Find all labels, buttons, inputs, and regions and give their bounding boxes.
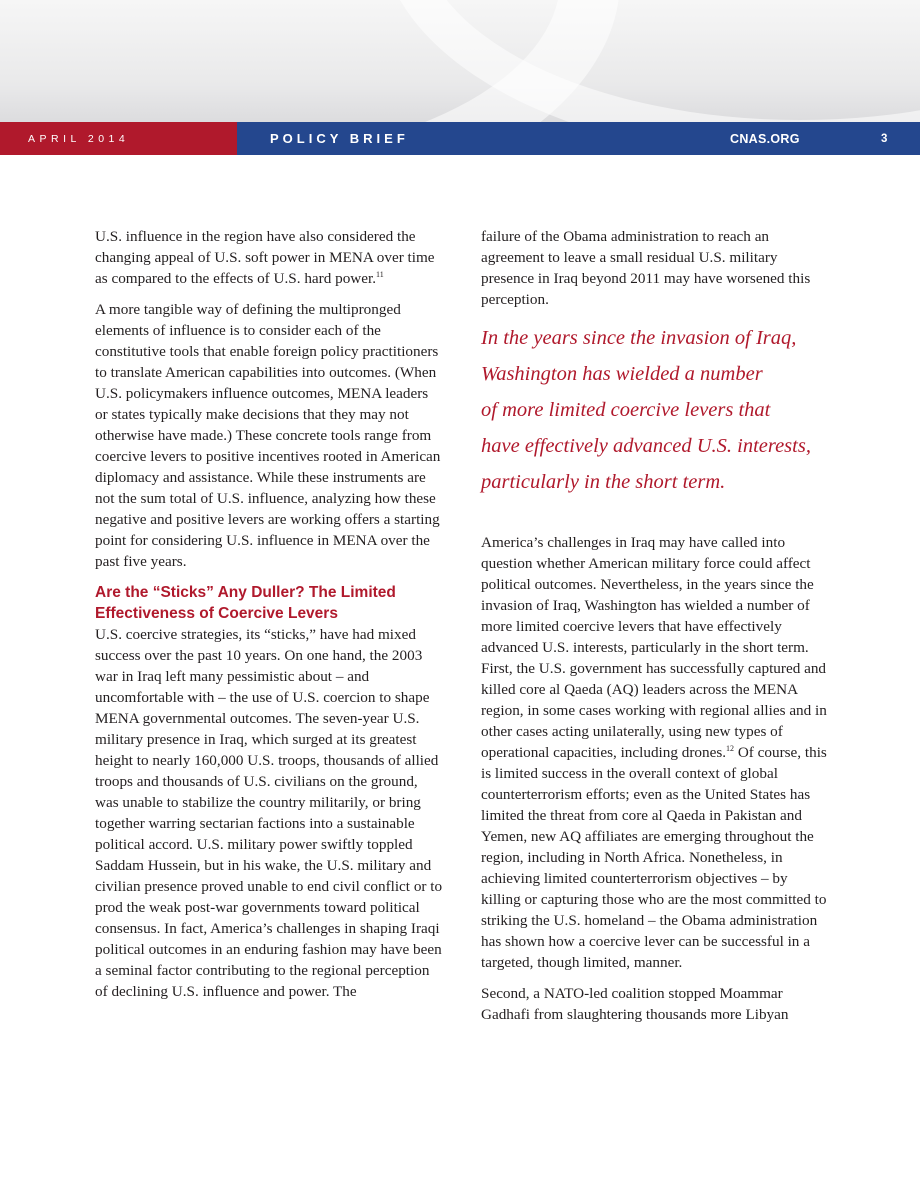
header-date-section (0, 122, 237, 155)
header-banner (0, 122, 920, 155)
footnote-ref[interactable]: 11 (376, 270, 384, 279)
paragraph: U.S. influence in the region have also considered the changing appeal of U.S. soft power in MENA over time as compared to the effects of U.S. hard power.$^{11}$ (95, 228, 435, 287)
paragraph: Second, a NATO-led coalition stopped Moammar Gadhafi from slaughtering thousands more Libyan (481, 985, 789, 1023)
pull-quote-line: Washington has wielded a number (481, 363, 763, 385)
paragraph: America’s challenges in Iraq may have called into question whether American military force could affect political outcomes. Nevertheless, in the years since the invasion of Iraq, Washington has wielded a number of more limited coercive levers that have effectively advanced U.S. interests, particularly in the short term. First, the U.S. government has successfully captured and killed core al Qaeda (AQ) leaders across the MENA region, in some cases working with regional allies and in other cases acting unilaterally, using new types of operational capacities, including drones.$^{12}$ Of course, this is limited success in the overall context of global counterterrorism efforts; even as the United States has limited the threat from core al Qaeda in Pakistan and Yemen, new AQ affiliates are emerging throughout the region, including in North Africa. Nonetheless, in achieving limited counterterrorism objectives – by killing or capturing those who are the most committed to striking the U.S. homeland – the Obama administration has shown how a coercive lever can be successful in a targeted, though limited, manner. (481, 534, 827, 971)
paragraph: A more tangible way of defining the multipronged elements of influence is to consider each of the constitutive tools that enable foreign policy practitioners to translate American capabilities into outcomes. (When U.S. policymakers influence outcomes, MENA leaders or states typically make decisions that they may not otherwise have made.) These concrete tools range from coercive levers to positive incentives rooted in American diplomacy and assistance. While these instruments are not the sum total of U.S. influence, analyzing how these negative and positive levers are working offers a starting point for considering U.S. influence in MENA over the past five years. (95, 301, 441, 570)
paragraph: U.S. coercive strategies, its “sticks,” have had mixed success over the past 10 years. On one hand, the 2003 war in Iraq left many pessimistic about – and uncomfortable with – the use of U.S. coercion to shape MENA governmental outcomes. The seven-year U.S. military presence in Iraq, which surged at its greatest height to nearly 160,000 U.S. troops, thousands of allied troops and thousands of U.S. civilians on the ground, was unable to stabilize the country militarily, or bring together warring sectarian factions into a sustainable political accord. U.S. military power swiftly toppled Saddam Hussein, but in his wake, the U.S. military and civilian presence proved unable to end civil conflict or to prod the weak post-war governments toward political consensus. In fact, America’s challenges in shaping Iraqi political outcomes in an enduring fashion may have been a seminal factor contributing to the regional perception of declining U.S. influence and power. The (95, 626, 443, 1000)
paragraph: failure of the Obama administration to reach an agreement to leave a small residual U.S. military presence in Iraq beyond 2011 may have worsened this perception. (481, 228, 811, 308)
pull-quote-line: In the years since the invasion of Iraq, (481, 327, 797, 349)
header-background (0, 0, 920, 122)
right-column (481, 226, 829, 1035)
pull-quote-line: have effectively advanced U.S. interests, (481, 435, 811, 457)
left-column (95, 226, 443, 1012)
page-number: 3 (881, 132, 888, 145)
section-heading: Are the “Sticks” Any Duller? The Limited Effectiveness of Coercive Levers (95, 584, 396, 622)
pull-quote-line: of more limited coercive levers that (481, 399, 771, 421)
footnote-ref[interactable]: 12 (726, 744, 735, 753)
header-date: APRIL 2014 (28, 132, 130, 145)
pull-quote (481, 320, 829, 532)
pull-quote-line: particularly in the short term. (481, 471, 726, 493)
header-title-section (237, 122, 920, 155)
website-link[interactable]: CNAS.ORG (730, 131, 800, 146)
publication-title: POLICY BRIEF (270, 131, 409, 146)
